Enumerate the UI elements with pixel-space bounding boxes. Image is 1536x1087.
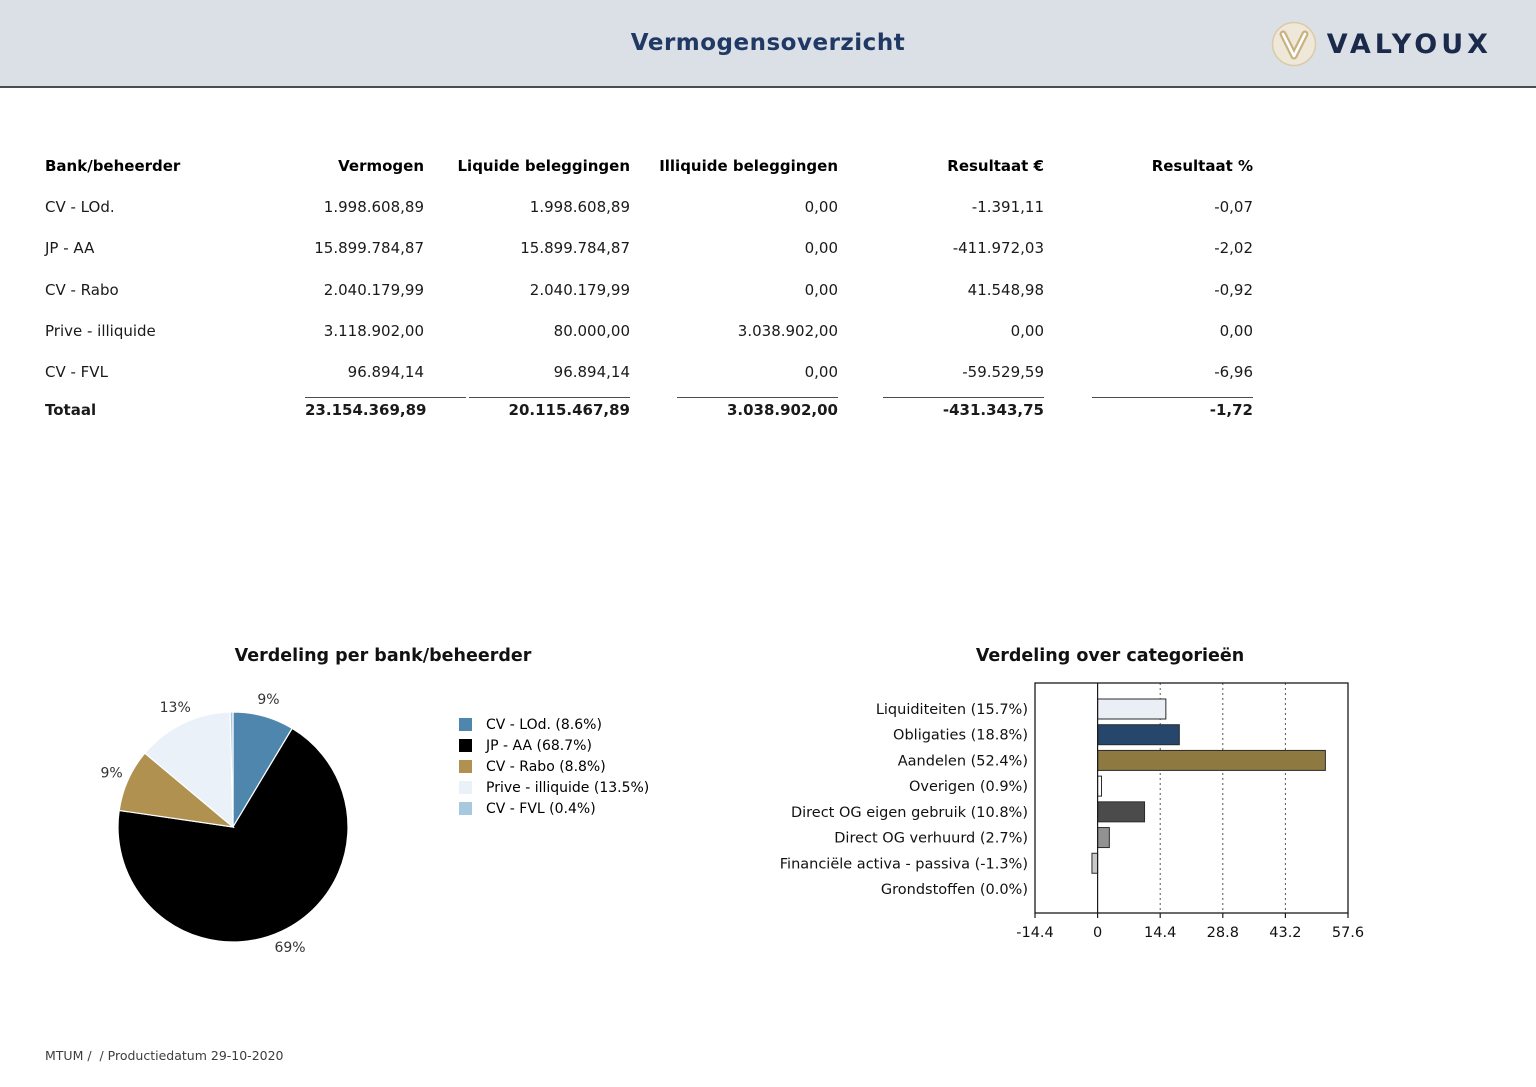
table-cell: 41.548,98 (967, 280, 1044, 299)
table-cell: 3.038.902,00 (737, 321, 838, 340)
legend-item (459, 735, 649, 756)
table-cell: -59.529,59 (962, 363, 1044, 382)
table-cell: Liquide beleggingen (457, 156, 630, 175)
category-label: Aandelen (52.4%) (897, 753, 1028, 770)
table-cell (630, 393, 838, 419)
table-cell: 0,00 (1010, 321, 1044, 340)
legend-label: CV - LOd. (8.6%) (486, 716, 602, 733)
table-cell: 96.894,14 (553, 363, 630, 382)
pie-slice-label: 9% (257, 691, 280, 708)
table-cell: -2,02 (1214, 239, 1253, 258)
row-label-cell: CV - LOd. (45, 197, 115, 216)
category-label: Liquiditeiten (15.7%) (875, 702, 1028, 718)
table-cell: -411.972,03 (952, 239, 1044, 258)
tick-label: 43.2 (1269, 925, 1302, 941)
table-cell (305, 393, 427, 419)
table-row (45, 351, 1253, 392)
category-label: Obligaties (18.8%) (893, 727, 1028, 744)
bar (1098, 699, 1166, 719)
table-cell: -6,96 (1214, 363, 1253, 382)
table-cell: -0,92 (1214, 280, 1253, 299)
pie-legend (459, 714, 649, 819)
total-overline (1092, 397, 1253, 398)
tick-label: 57.6 (1331, 925, 1365, 941)
table-cell: 0,00 (804, 280, 838, 299)
table-cell: -1.391,11 (971, 197, 1044, 216)
bar (1092, 853, 1098, 873)
table-cell: 3.118.902,00 (323, 321, 424, 340)
table-cell: 96.894,14 (347, 363, 424, 382)
table-cell: 0,00 (804, 239, 838, 258)
category-label: Overigen (0.9%) (909, 779, 1028, 796)
table-cell: Resultaat € (947, 156, 1044, 175)
brand-logo (1271, 20, 1492, 68)
legend-label: Prive - illiquide (13.5%) (486, 779, 650, 796)
row-label-cell: JP - AA (45, 239, 95, 258)
bar (1098, 802, 1145, 822)
footer-text: MTUM / / Productiedatum 29-10-2020 (45, 1048, 284, 1063)
table-row (45, 186, 1253, 227)
legend-swatch (459, 739, 472, 752)
total-overline (677, 397, 838, 398)
pie-title: Verdeling per bank/beheerder (234, 646, 532, 666)
legend-label: JP - AA (68.7%) (486, 737, 592, 754)
category-label: Grondstoffen (0.0%) (880, 882, 1028, 898)
table-cell: 2.040.179,99 (529, 280, 630, 299)
legend-item (459, 798, 649, 819)
legend-item (459, 756, 649, 777)
table-cell: 15.899.784,87 (520, 239, 630, 258)
pie-slice-label: 69% (274, 940, 306, 957)
table-row (45, 269, 1253, 310)
legend-label: CV - Rabo (8.8%) (486, 758, 606, 775)
table-cell: Resultaat % (1151, 156, 1253, 175)
tick-label: -14.4 (1016, 925, 1054, 941)
row-label-cell: Prive - illiquide (45, 321, 156, 340)
table-cell (424, 393, 630, 419)
valyoux-logo-icon (1271, 21, 1317, 67)
total-overline (469, 397, 630, 398)
header-band (0, 0, 1536, 88)
table-cell (1044, 393, 1253, 419)
legend-swatch (459, 760, 472, 773)
table-total-row (45, 393, 1253, 419)
table-cell: 0,00 (804, 363, 838, 382)
pie-slice-label: 13% (159, 700, 191, 717)
row-label-cell: CV - Rabo (45, 280, 119, 299)
row-label-cell: Totaal (45, 400, 97, 419)
legend-swatch (459, 802, 472, 815)
legend-item (459, 714, 649, 735)
table-row (45, 228, 1253, 269)
bar-title: Verdeling over categorieën (975, 646, 1245, 666)
legend-item (459, 777, 649, 798)
bar (1098, 828, 1110, 848)
total-value: 23.154.369,89 (305, 400, 427, 419)
tick-label: 0 (1092, 925, 1103, 941)
row-label-cell: Bank/beheerder (45, 156, 181, 175)
legend-swatch (459, 718, 472, 731)
pie-slice-label: 9% (100, 765, 123, 782)
total-value: -431.343,75 (942, 400, 1044, 419)
total-value: 3.038.902,00 (726, 400, 838, 419)
brand-name: VALYOUX (1326, 28, 1492, 60)
plot-border (1035, 683, 1348, 913)
page-title: Vermogensoverzicht (630, 30, 906, 56)
total-overline (883, 397, 1044, 398)
table-cell: 2.040.179,99 (323, 280, 424, 299)
row-label-cell: CV - FVL (45, 363, 108, 382)
table-cell: 80.000,00 (553, 321, 630, 340)
pie-chart-svg (73, 677, 393, 977)
category-label: Direct OG eigen gebruik (10.8%) (790, 804, 1028, 821)
table-cell: Illiquide beleggingen (659, 156, 838, 175)
tick-label: 28.8 (1206, 925, 1239, 941)
table-cell: 0,00 (1219, 321, 1253, 340)
legend-label: CV - FVL (0.4%) (486, 800, 596, 817)
table-cell: -0,07 (1214, 197, 1253, 216)
table-cell: 0,00 (804, 197, 838, 216)
bar (1098, 725, 1180, 745)
table-cell: 1.998.608,89 (323, 197, 424, 216)
table-row (45, 310, 1253, 351)
table-header-row (45, 145, 1253, 186)
category-label: Financiële activa - passiva (-1.3%) (779, 856, 1028, 873)
table-cell: 1.998.608,89 (529, 197, 630, 216)
category-label: Direct OG verhuurd (2.7%) (834, 830, 1028, 847)
tick-label: 14.4 (1144, 925, 1177, 941)
table-cell (838, 393, 1044, 419)
total-value: 20.115.467,89 (508, 400, 630, 419)
bar (1098, 750, 1326, 770)
legend-swatch (459, 781, 472, 794)
table-cell: Vermogen (338, 156, 424, 175)
total-value: -1,72 (1209, 400, 1253, 419)
asset-table (45, 145, 1253, 419)
bar-chart-svg (770, 668, 1380, 968)
table-cell: 15.899.784,87 (314, 239, 424, 258)
